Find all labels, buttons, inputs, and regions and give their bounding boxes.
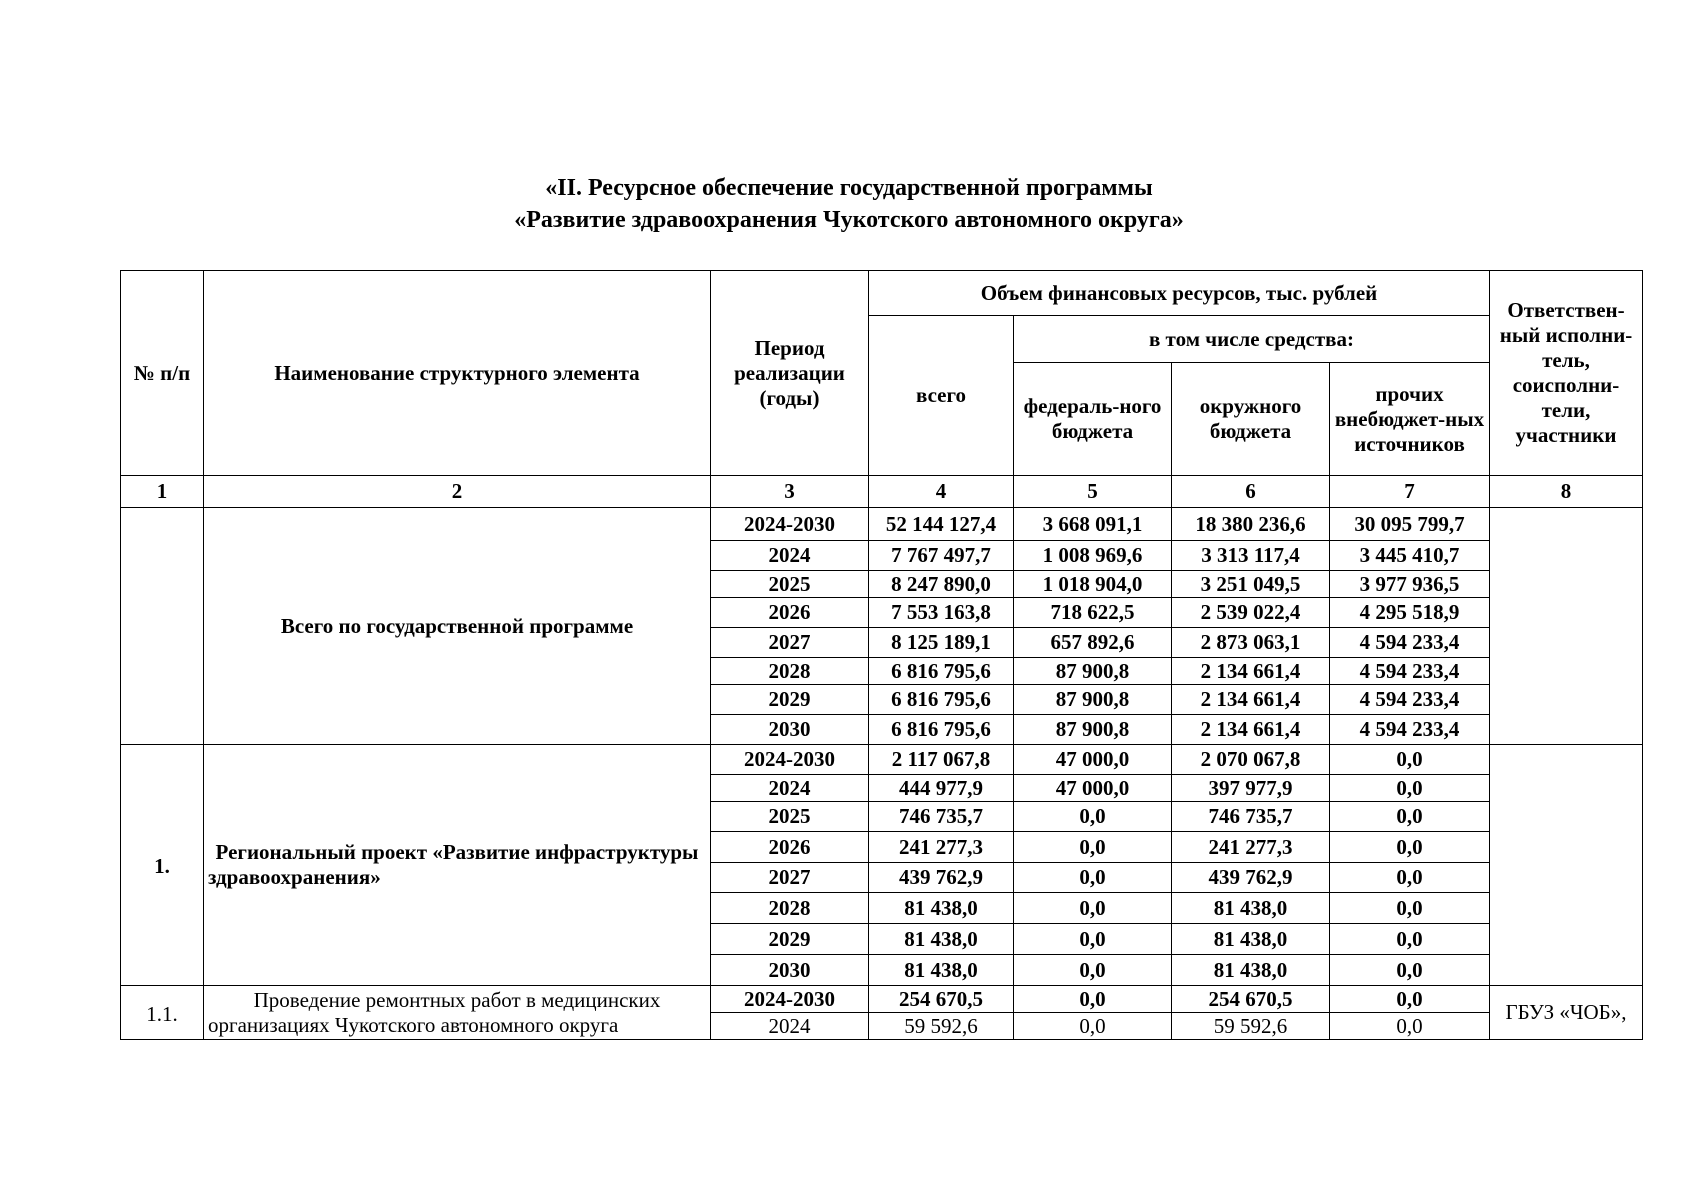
cell-federal: 657 892,6 — [1014, 628, 1172, 658]
cell-federal: 0,0 — [1014, 1013, 1172, 1040]
cell-district: 2 134 661,4 — [1172, 685, 1330, 715]
cell-total: 8 125 189,1 — [869, 628, 1014, 658]
cell-other: 3 977 936,5 — [1330, 571, 1490, 598]
header-responsible: Ответствен-ный исполни-тель, соисполни-тели, участники — [1490, 271, 1643, 476]
cell-district: 59 592,6 — [1172, 1013, 1330, 1040]
col-number: 4 — [869, 476, 1014, 508]
structural-element-name: Проведение ремонтных работ в медицинских организациях Чукотского автономного округа — [204, 986, 711, 1040]
cell-period: 2028 — [711, 893, 869, 924]
cell-total: 52 144 127,4 — [869, 508, 1014, 541]
cell-period: 2025 — [711, 571, 869, 598]
header-including: в том числе средства: — [1014, 316, 1490, 363]
cell-total: 241 277,3 — [869, 832, 1014, 863]
cell-period: 2026 — [711, 832, 869, 863]
col-number: 2 — [204, 476, 711, 508]
cell-period: 2024 — [711, 775, 869, 802]
cell-period: 2025 — [711, 802, 869, 832]
cell-district: 2 539 022,4 — [1172, 598, 1330, 628]
cell-district: 439 762,9 — [1172, 863, 1330, 893]
cell-period: 2027 — [711, 628, 869, 658]
cell-other: 0,0 — [1330, 1013, 1490, 1040]
cell-district: 746 735,7 — [1172, 802, 1330, 832]
col-number: 7 — [1330, 476, 1490, 508]
cell-federal: 0,0 — [1014, 893, 1172, 924]
header-total: всего — [869, 316, 1014, 476]
table-header — [121, 271, 1643, 508]
header-district: окружного бюджета — [1172, 363, 1330, 476]
cell-period: 2024 — [711, 541, 869, 571]
col-number: 6 — [1172, 476, 1330, 508]
cell-federal: 1 008 969,6 — [1014, 541, 1172, 571]
row-number: 1. — [121, 745, 204, 986]
cell-other: 3 445 410,7 — [1330, 541, 1490, 571]
cell-total: 7 553 163,8 — [869, 598, 1014, 628]
cell-total: 6 816 795,6 — [869, 715, 1014, 745]
resource-table — [120, 270, 1643, 1040]
cell-other: 0,0 — [1330, 802, 1490, 832]
cell-other: 0,0 — [1330, 955, 1490, 986]
cell-total: 746 735,7 — [869, 802, 1014, 832]
cell-district: 2 134 661,4 — [1172, 715, 1330, 745]
cell-period: 2024-2030 — [711, 986, 869, 1013]
cell-district: 2 070 067,8 — [1172, 745, 1330, 775]
cell-federal: 47 000,0 — [1014, 745, 1172, 775]
cell-federal: 0,0 — [1014, 955, 1172, 986]
cell-total: 7 767 497,7 — [869, 541, 1014, 571]
col-number: 3 — [711, 476, 869, 508]
cell-district: 2 134 661,4 — [1172, 658, 1330, 685]
cell-total: 2 117 067,8 — [869, 745, 1014, 775]
cell-period: 2024 — [711, 1013, 869, 1040]
cell-district: 3 313 117,4 — [1172, 541, 1330, 571]
structural-element-name: Региональный проект «Развитие инфраструктуры здравоохранения» — [204, 745, 711, 986]
cell-other: 4 594 233,4 — [1330, 658, 1490, 685]
responsible-executor — [1490, 745, 1643, 986]
cell-other: 0,0 — [1330, 745, 1490, 775]
cell-district: 18 380 236,6 — [1172, 508, 1330, 541]
cell-other: 0,0 — [1330, 832, 1490, 863]
cell-federal: 47 000,0 — [1014, 775, 1172, 802]
cell-period: 2027 — [711, 863, 869, 893]
responsible-executor: ГБУЗ «ЧОБ», — [1490, 986, 1643, 1040]
cell-federal: 0,0 — [1014, 832, 1172, 863]
cell-period: 2029 — [711, 924, 869, 955]
header-num: № п/п — [121, 271, 204, 476]
cell-district: 2 873 063,1 — [1172, 628, 1330, 658]
row-number — [121, 508, 204, 745]
cell-federal: 718 622,5 — [1014, 598, 1172, 628]
cell-federal: 0,0 — [1014, 802, 1172, 832]
document-title — [0, 172, 1698, 236]
cell-district: 81 438,0 — [1172, 893, 1330, 924]
cell-period: 2024-2030 — [711, 745, 869, 775]
structural-element-name: Всего по государственной программе — [204, 508, 711, 745]
cell-total: 8 247 890,0 — [869, 571, 1014, 598]
cell-period: 2030 — [711, 715, 869, 745]
cell-federal: 0,0 — [1014, 863, 1172, 893]
cell-period: 2029 — [711, 685, 869, 715]
col-number: 5 — [1014, 476, 1172, 508]
cell-other: 0,0 — [1330, 775, 1490, 802]
cell-federal: 0,0 — [1014, 924, 1172, 955]
cell-federal: 87 900,8 — [1014, 658, 1172, 685]
col-number: 1 — [121, 476, 204, 508]
cell-period: 2026 — [711, 598, 869, 628]
table-row — [121, 745, 1643, 775]
cell-total: 81 438,0 — [869, 955, 1014, 986]
header-volume: Объем финансовых ресурсов, тыс. рублей — [869, 271, 1490, 316]
col-number: 8 — [1490, 476, 1643, 508]
cell-total: 254 670,5 — [869, 986, 1014, 1013]
cell-other: 0,0 — [1330, 924, 1490, 955]
table-row — [121, 508, 1643, 541]
cell-other: 0,0 — [1330, 863, 1490, 893]
cell-period: 2028 — [711, 658, 869, 685]
responsible-executor — [1490, 508, 1643, 745]
cell-federal: 87 900,8 — [1014, 685, 1172, 715]
title-line-1: «II. Ресурсное обеспечение государственной программы — [545, 175, 1153, 201]
cell-other: 0,0 — [1330, 893, 1490, 924]
title-line-2: «Развитие здравоохранения Чукотского автономного округа» — [514, 207, 1184, 233]
cell-district: 397 977,9 — [1172, 775, 1330, 802]
cell-district: 241 277,3 — [1172, 832, 1330, 863]
cell-federal: 1 018 904,0 — [1014, 571, 1172, 598]
header-other: прочих внебюджет-ных источников — [1330, 363, 1490, 476]
cell-total: 6 816 795,6 — [869, 685, 1014, 715]
cell-total: 59 592,6 — [869, 1013, 1014, 1040]
cell-other: 4 594 233,4 — [1330, 715, 1490, 745]
cell-total: 81 438,0 — [869, 924, 1014, 955]
cell-federal: 0,0 — [1014, 986, 1172, 1013]
cell-total: 444 977,9 — [869, 775, 1014, 802]
header-federal: федераль-ного бюджета — [1014, 363, 1172, 476]
header-period: Период реализации (годы) — [711, 271, 869, 476]
cell-total: 439 762,9 — [869, 863, 1014, 893]
cell-other: 30 095 799,7 — [1330, 508, 1490, 541]
row-number: 1.1. — [121, 986, 204, 1040]
table-row — [121, 986, 1643, 1013]
cell-other: 4 295 518,9 — [1330, 598, 1490, 628]
table-body — [121, 508, 1643, 1040]
cell-federal: 3 668 091,1 — [1014, 508, 1172, 541]
header-name: Наименование структурного элемента — [204, 271, 711, 476]
cell-total: 6 816 795,6 — [869, 658, 1014, 685]
cell-other: 4 594 233,4 — [1330, 685, 1490, 715]
cell-other: 0,0 — [1330, 986, 1490, 1013]
cell-total: 81 438,0 — [869, 893, 1014, 924]
cell-district: 81 438,0 — [1172, 955, 1330, 986]
cell-other: 4 594 233,4 — [1330, 628, 1490, 658]
cell-district: 81 438,0 — [1172, 924, 1330, 955]
cell-district: 254 670,5 — [1172, 986, 1330, 1013]
cell-district: 3 251 049,5 — [1172, 571, 1330, 598]
cell-period: 2024-2030 — [711, 508, 869, 541]
cell-period: 2030 — [711, 955, 869, 986]
cell-federal: 87 900,8 — [1014, 715, 1172, 745]
